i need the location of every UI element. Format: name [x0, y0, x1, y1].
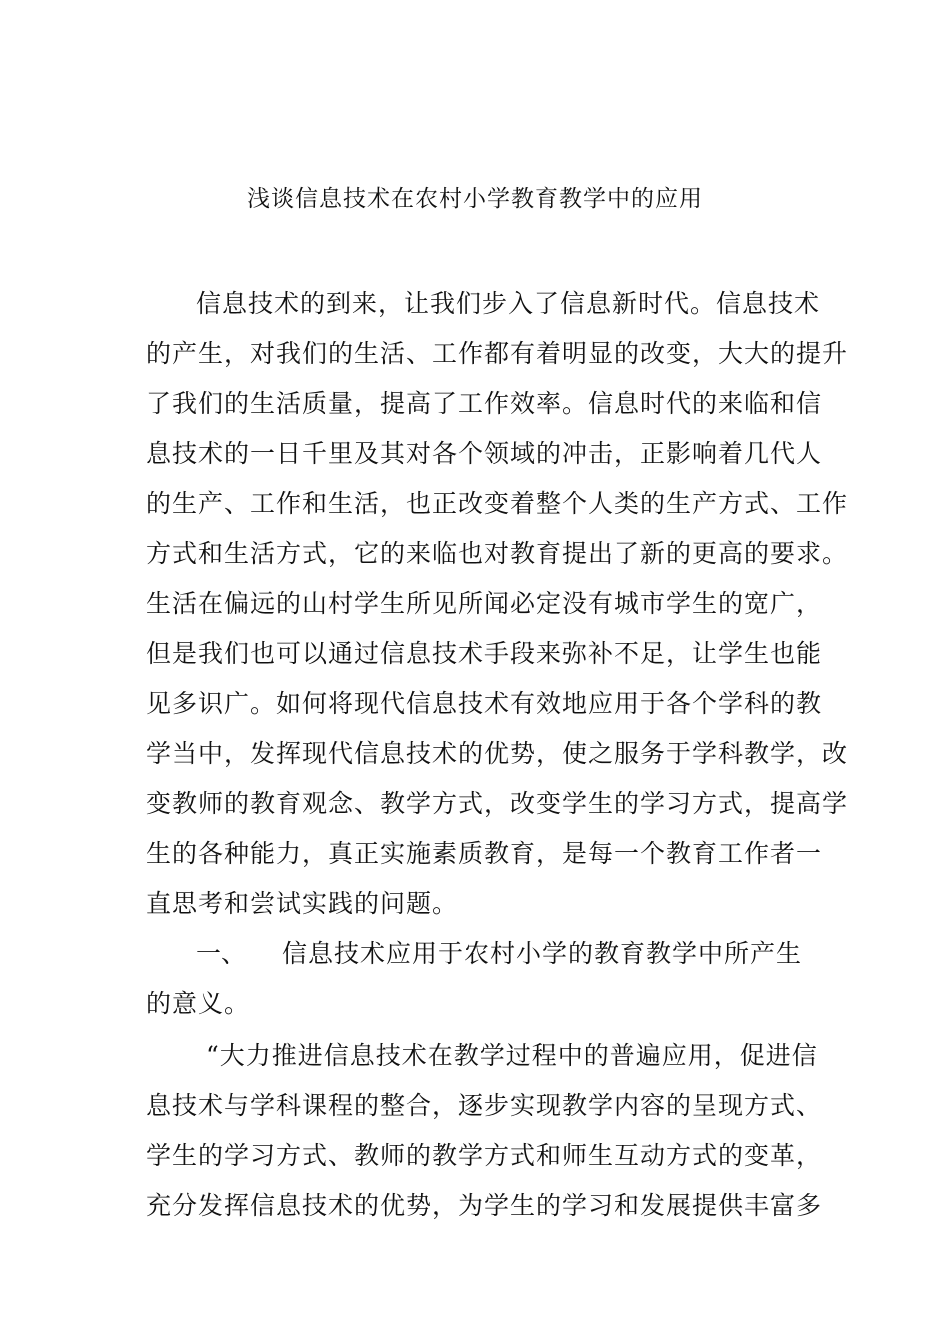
paragraph1-line-11: 变教师的教育观念、教学方式，改变学生的学习方式，提高学 — [146, 789, 849, 818]
paragraph1-line-1: 信息技术的到来，让我们步入了信息新时代。信息技术 — [196, 289, 821, 318]
paragraph2-line-3: 学生的学习方式、教师的教学方式和师生互动方式的变革， — [146, 1141, 823, 1170]
section-number: 一、 — [196, 939, 247, 968]
paragraph1-line-5: 的生产、工作和生活，也正改变着整个人类的生产方式、工作 — [146, 489, 849, 518]
document-title: 浅谈信息技术在农村小学教育教学中的应用 — [247, 186, 703, 212]
section-heading-line-1: 信息技术应用于农村小学的教育教学中所产生 — [282, 939, 803, 968]
section-heading-line-2: 的意义。 — [146, 989, 251, 1018]
paragraph1-line-3: 了我们的生活质量，提高了工作效率。信息时代的来临和信 — [146, 389, 823, 418]
paragraph1-line-7: 生活在偏远的山村学生所见所闻必定没有城市学生的宽广， — [146, 589, 823, 618]
paragraph1-line-9: 见多识广。如何将现代信息技术有效地应用于各个学科的教 — [146, 689, 823, 718]
paragraph1-line-2: 的产生，对我们的生活、工作都有着明显的改变，大大的提升 — [146, 339, 849, 368]
paragraph1-line-12: 生的各种能力，真正实施素质教育，是每一个教育工作者一 — [146, 839, 823, 868]
paragraph1-line-13: 直思考和尝试实践的问题。 — [146, 889, 459, 918]
paragraph1-line-8: 但是我们也可以通过信息技术手段来弥补不足，让学生也能 — [146, 639, 823, 668]
paragraph1-line-4: 息技术的一日千里及其对各个领域的冲击，正影响着几代人 — [146, 439, 823, 468]
paragraph1-line-6: 方式和生活方式，它的来临也对教育提出了新的更高的要求。 — [146, 539, 849, 568]
paragraph1-line-10: 学当中，发挥现代信息技术的优势，使之服务于学科教学，改 — [146, 739, 849, 768]
paragraph2-line-1: “大力推进信息技术在教学过程中的普遍应用，促进信 — [206, 1041, 818, 1070]
paragraph2-line-4: 充分发挥信息技术的优势，为学生的学习和发展提供丰富多 — [146, 1191, 823, 1220]
paragraph2-line-2: 息技术与学科课程的整合，逐步实现教学内容的呈现方式、 — [146, 1091, 823, 1120]
